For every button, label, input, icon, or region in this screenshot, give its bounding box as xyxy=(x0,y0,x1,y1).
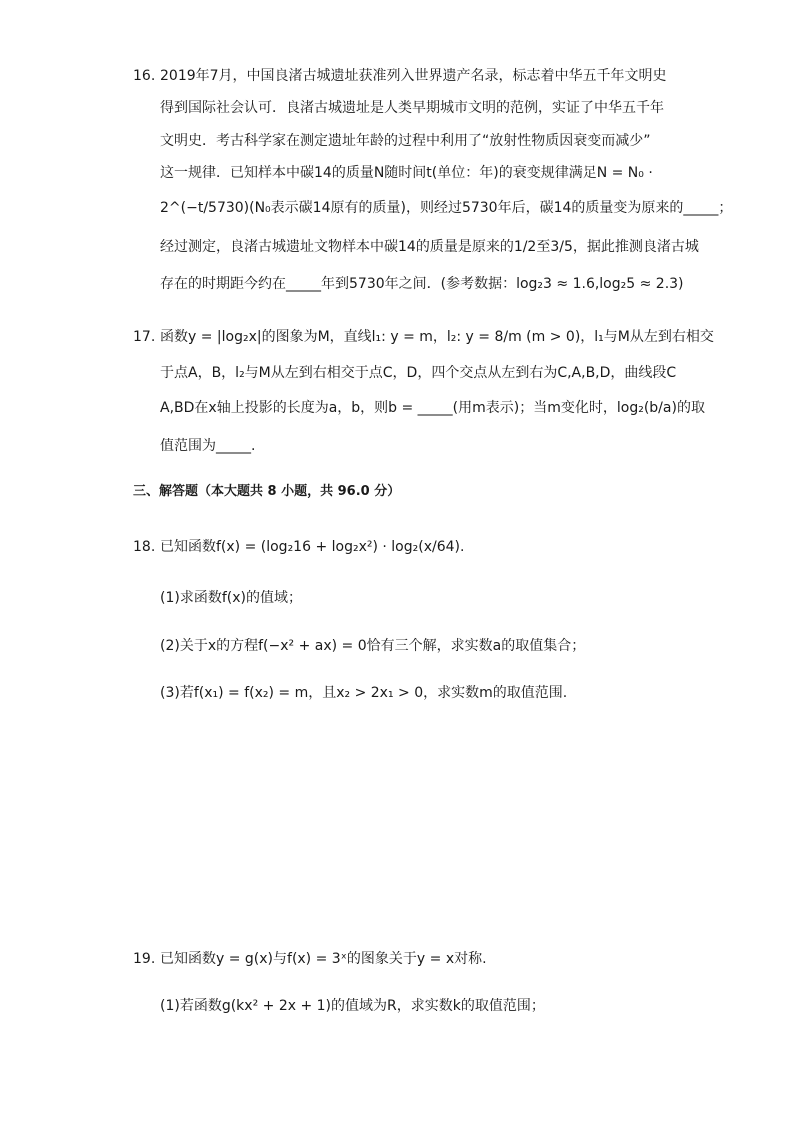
question-text-line: 得到国际社会认可．良渚古城遗址是人类早期城市文明的范例，实证了中华五千年 xyxy=(160,100,664,116)
question-text-line: 函数y = |log₂x|的图象为M，直线l₁: y = m，l₂: y = 8/m (m > 0)，l₁与M从左到右相交 xyxy=(160,329,714,345)
question-number: 19. xyxy=(133,951,156,967)
question-number: 16. xyxy=(133,68,156,84)
question-text-line: 于点A，B，l₂与M从左到右相交于点C，D，四个交点从左到右为C,A,B,D，曲线段C xyxy=(160,365,677,381)
section-heading: 三、解答题（本大题共 8 小题，共 96.0 分） xyxy=(133,484,401,499)
question-text-line: 经过测定，良渚古城遗址文物样本中碳14的质量是原来的1/2至3/5，据此推测良渚古城 xyxy=(160,239,699,255)
question-text-line: 2^(−t/5730)(N₀表示碳14原有的质量)，则经过5730年后，碳14的质量变为原来的_____； xyxy=(160,200,733,216)
question-text-line: 2019年7月，中国良渚古城遗址获准列入世界遗产名录，标志着中华五千年文明史 xyxy=(160,68,667,84)
question-part: (1)若函数g(kx² + 2x + 1)的值域为R，求实数k的取值范围； xyxy=(160,998,545,1014)
question-text-line: 存在的时期距今约在_____年到5730年之间．(参考数据：log₂3 ≈ 1.6,log₂5 ≈ 2.3) xyxy=(160,276,684,292)
question-part: (2)关于x的方程f(−x² + ax) = 0恰有三个解，求实数a的取值集合； xyxy=(160,638,586,654)
question-stem: 已知函数y = g(x)与f(x) = 3ˣ的图象关于y = x对称. xyxy=(160,951,487,967)
question-text-line: 文明史．考古科学家在测定遗址年龄的过程中利用了“放射性物质因衰变而减少” xyxy=(160,133,651,149)
question-part: (3)若f(x₁) = f(x₂) = m，且x₂ > 2x₁ > 0，求实数m的取值范围. xyxy=(160,685,568,701)
question-number: 17. xyxy=(133,329,156,345)
question-text-line: A,BD在x轴上投影的长度为a，b，则b = _____(用m表示)；当m变化时，log₂(b/a)的取 xyxy=(160,400,705,416)
question-part: (1)求函数f(x)的值域； xyxy=(160,590,302,606)
question-text-line: 这一规律．已知样本中碳14的质量N随时间t(单位：年)的衰变规律满足N = N₀ · xyxy=(160,165,653,181)
question-number: 18. xyxy=(133,539,156,555)
question-stem: 已知函数f(x) = (log₂16 + log₂x²) · log₂(x/64). xyxy=(160,539,465,555)
question-text-line: 值范围为_____. xyxy=(160,438,256,454)
